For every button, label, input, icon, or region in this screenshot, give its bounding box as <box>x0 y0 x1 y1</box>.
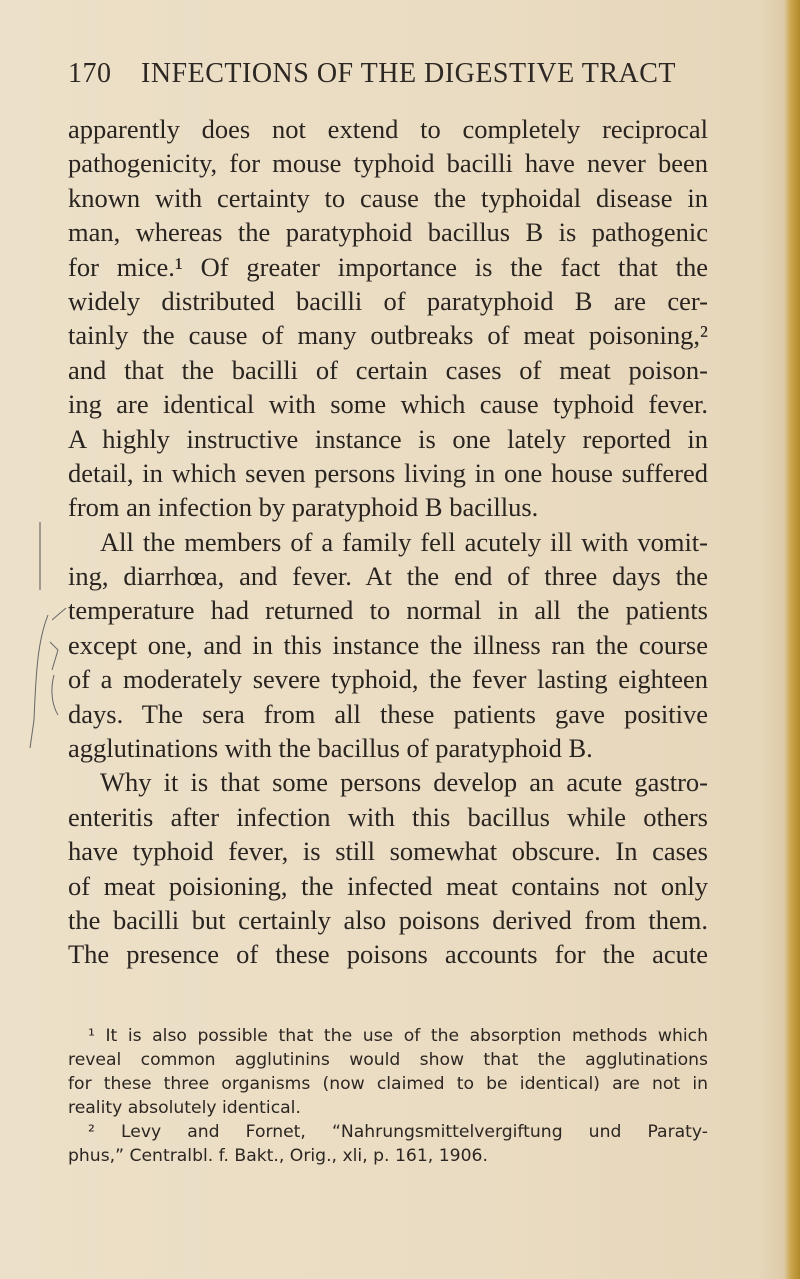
footnote-line: for these three organisms (now claimed to be identical) are not in <box>68 1074 708 1094</box>
body-line: days. The sera from all these patients gave positive <box>68 698 708 729</box>
body-line: temperature had returned to normal in all the patients <box>68 595 708 626</box>
body-line: pathogenicity, for mouse typhoid bacilli have never been <box>68 148 708 179</box>
page-edge <box>784 0 800 1279</box>
body-line: except one, and in this instance the illness ran the course <box>68 629 708 660</box>
footnotes <box>68 1024 708 1168</box>
body-line: widely distributed bacilli of paratyphoid B are cer- <box>68 285 708 316</box>
body-line: ing, diarrhœa, and fever. At the end of three days the <box>68 561 708 592</box>
page-number: 170 <box>68 58 112 89</box>
body-line: the bacilli but certainly also poisons derived from them. <box>68 904 708 935</box>
footnote-line: reality absolutely identical. <box>68 1098 301 1118</box>
body-line: The presence of these poisons accounts for the acute <box>68 939 708 970</box>
body-line: from an infection by paratyphoid B bacillus. <box>68 492 539 523</box>
footnote-line: reveal common agglutinins would show that the agglutinations <box>68 1050 708 1070</box>
body-line: have typhoid fever, is still somewhat obscure. In cases <box>68 836 708 867</box>
body-line: Why it is that some persons develop an acute gastro- <box>100 767 708 798</box>
footnote-line: ² Levy and Fornet, “Nahrungsmittelvergiftung und Paraty- <box>88 1122 708 1142</box>
body-line: agglutinations with the bacillus of paratyphoid B. <box>68 733 593 764</box>
body-line: for mice.¹ Of greater importance is the fact that the <box>68 251 708 282</box>
body-line: tainly the cause of many outbreaks of meat poisoning,² <box>68 320 708 351</box>
body-line: enteritis after infection with this bacillus while others <box>68 801 708 832</box>
body-line: A highly instructive instance is one lately reported in <box>68 423 708 454</box>
body-line: of meat poisioning, the infected meat contains not only <box>68 870 708 901</box>
running-header <box>68 58 728 90</box>
body-line: known with certainty to cause the typhoidal disease in <box>68 182 708 213</box>
body-line: detail, in which seven persons living in one house suffered <box>68 457 708 488</box>
running-title: INFECTIONS OF THE DIGESTIVE TRACT <box>141 58 677 89</box>
body-line: apparently does not extend to completely reciprocal <box>68 114 708 144</box>
body-line: and that the bacilli of certain cases of meat poison- <box>68 354 708 385</box>
footnote-line: phus,” Centralbl. f. Bakt., Orig., xli, p. 161, 1906. <box>68 1146 488 1166</box>
body-line: man, whereas the paratyphoid bacillus B is pathogenic <box>68 217 708 248</box>
body-text <box>68 112 708 972</box>
footnote-line: ¹ It is also possible that the use of the absorption methods which <box>88 1026 708 1046</box>
body-line: ing are identical with some which cause typhoid fever. <box>68 389 708 420</box>
body-line: of a moderately severe typhoid, the fever lasting eighteen <box>68 664 708 695</box>
body-line: All the members of a family fell acutely ill with vomit- <box>100 526 708 557</box>
